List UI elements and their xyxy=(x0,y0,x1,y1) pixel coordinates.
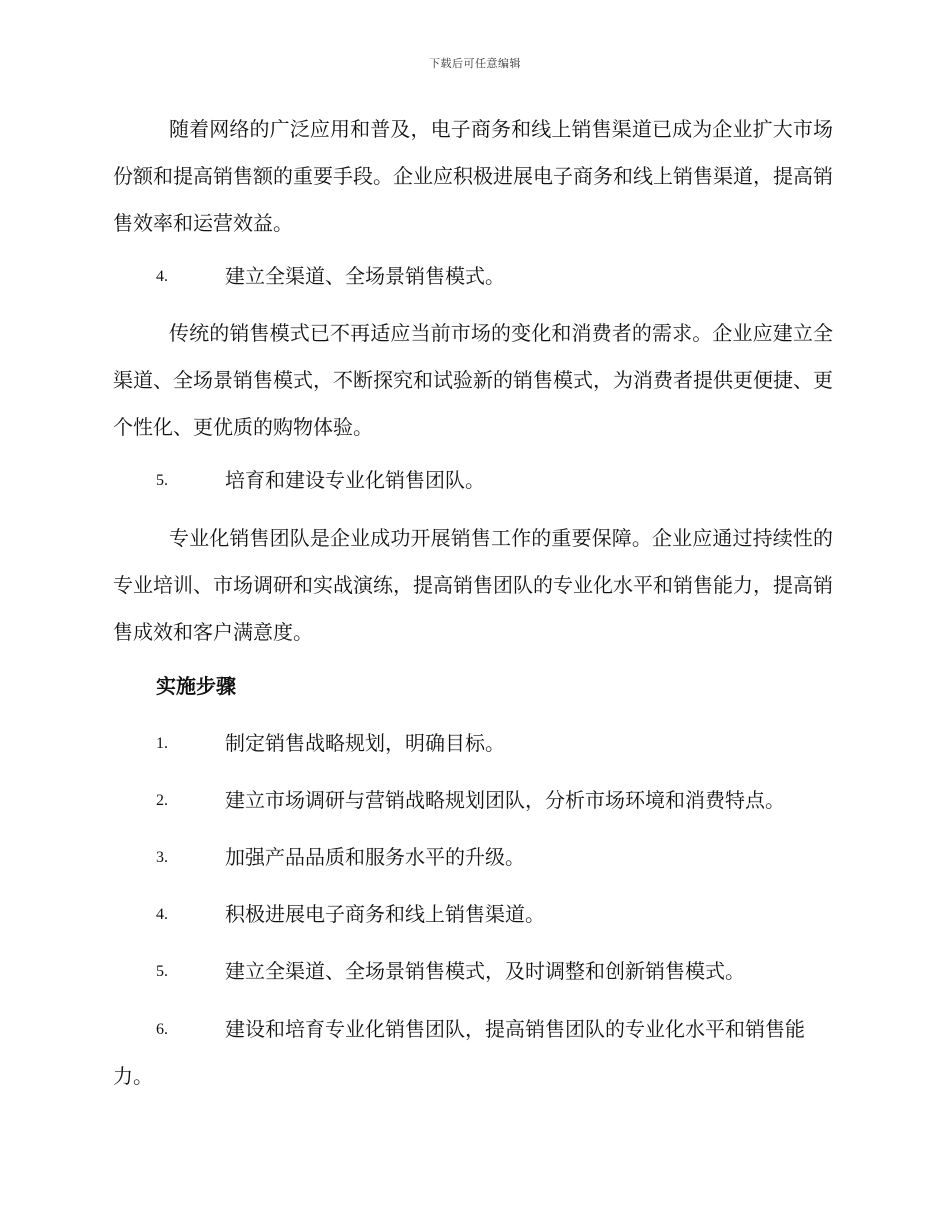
step-item xyxy=(113,891,833,938)
paragraph-text: 随着网络的广泛应用和普及，电子商务和线上销售渠道已成为企业扩大市场份额和提高销售额的重要手段。企业应积极进展电子商务和线上销售渠道，提高销售效率和运营效益。 xyxy=(113,117,833,235)
step-number: 6. xyxy=(156,1021,168,1038)
list-number: 5. xyxy=(156,472,168,489)
step-number: 3. xyxy=(156,849,168,866)
step-text: 建立市场调研与营销战略规划团队，分析市场环境和消费特点。 xyxy=(225,788,785,812)
step-item xyxy=(113,720,833,767)
list-text: 培育和建设专业化销售团队。 xyxy=(225,468,485,492)
list-text: 建立全渠道、全场景销售模式。 xyxy=(225,264,505,288)
list-item xyxy=(113,253,833,300)
step-item xyxy=(113,834,833,881)
paragraph-ecommerce xyxy=(113,106,833,247)
step-text: 建立全渠道、全场景销售模式，及时调整和创新销售模式。 xyxy=(225,959,745,983)
paragraph-sales-team xyxy=(113,515,833,656)
step-item xyxy=(113,777,833,824)
paragraph-text: 传统的销售模式已不再适应当前市场的变化和消费者的需求。企业应建立全渠道、全场景销售模式，不断探究和试验新的销售模式，为消费者提供更便捷、更个性化、更优质的购物体验。 xyxy=(113,321,833,439)
step-number: 1. xyxy=(156,735,168,752)
step-item xyxy=(113,1006,833,1100)
step-text: 制定销售战略规划，明确目标。 xyxy=(225,731,505,755)
step-text: 加强产品品质和服务水平的升级。 xyxy=(225,845,525,869)
paragraph-omnichannel xyxy=(113,310,833,451)
step-number: 2. xyxy=(156,792,168,809)
step-text: 建设和培育专业化销售团队，提高销售团队的专业化水平和销售能力。 xyxy=(113,1017,805,1088)
step-text: 积极进展电子商务和线上销售渠道。 xyxy=(225,902,545,926)
step-number: 4. xyxy=(156,906,168,923)
page-header: 下载后可任意编辑 xyxy=(429,57,521,70)
section-heading: 实施步骤 xyxy=(156,674,236,698)
step-number: 5. xyxy=(156,963,168,980)
list-number: 4. xyxy=(156,268,168,285)
step-item xyxy=(113,948,833,995)
paragraph-text: 专业化销售团队是企业成功开展销售工作的重要保障。企业应通过持续性的专业培训、市场调研和实战演练，提高销售团队的专业化水平和销售能力，提高销售成效和客户满意度。 xyxy=(113,526,833,644)
list-item xyxy=(113,457,833,504)
